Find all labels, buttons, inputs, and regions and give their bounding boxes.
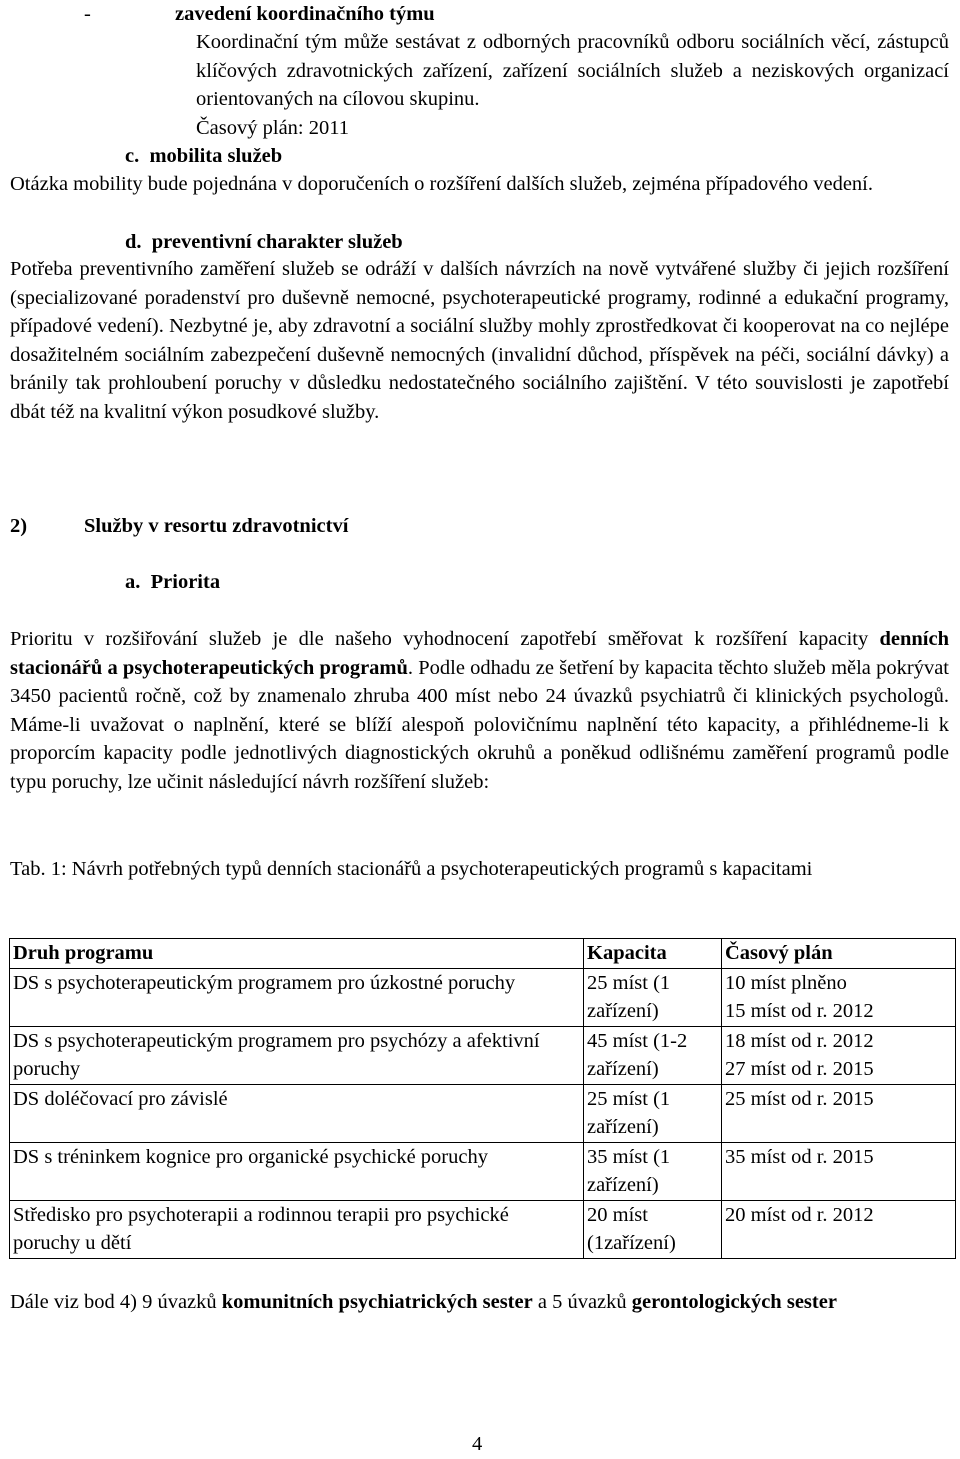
table-cell: 18 míst od r. 2012 27 míst od r. 2015 <box>722 1026 956 1084</box>
section-heading-preventive: d. preventivní charakter služeb <box>125 231 403 253</box>
table-cell: DS doléčovací pro závislé <box>10 1084 584 1142</box>
program-table <box>9 938 956 1259</box>
table-cell: 20 míst (1zařízení) <box>584 1200 722 1258</box>
table-row <box>10 1142 956 1200</box>
dash-bullet: - <box>84 3 91 25</box>
table-header-cell: Kapacita <box>584 939 722 969</box>
paragraph-nurses: Dále viz bod 4) 9 úvazků komunitních psychiatrických sester a 5 úvazků gerontologických sester <box>10 1291 837 1313</box>
chapter-heading: Služby v resortu zdravotnictví <box>84 515 349 537</box>
table-row <box>10 968 956 1026</box>
paragraph-preventive: Potřeba preventivního zaměření služeb se odráží v dalších návrzích na nově vytvářené služby či jejich rozšíření (specializované poradenství pro duševně nemocné, psychoterapeutické programy, rodinné a edukační programy, případové vedení). Nezbytné je, aby zdravotní a sociální služby mohly zprostředkovat či kooperovat na co nejlépe dosažitelném sociálním zabezpečení duševně nemocných (invalidní důchod, příspěvek na péči, sociální dávky) a bránily tak prohloubení poruchy v důsledku nedostatečného sociálního zajištění. V této souvislosti je zapotřebí dbát též na kvalitní výkon posudkové služby. <box>10 258 949 423</box>
table-row <box>10 1026 956 1084</box>
table-row <box>10 1200 956 1258</box>
paragraph-mobility: Otázka mobility bude pojednána v doporučeních o rozšíření dalších služeb, zejména případového vedení. <box>10 173 873 195</box>
table-cell: DS s psychoterapeutickým programem pro psychózy a afektivní poruchy <box>10 1026 584 1084</box>
table-cell: 25 míst (1 zařízení) <box>584 968 722 1026</box>
table-cell: Středisko pro psychoterapii a rodinnou terapii pro psychické poruchy u dětí <box>10 1200 584 1258</box>
table-cell: 10 míst plněno 15 míst od r. 2012 <box>722 968 956 1026</box>
table-cell: DS s psychoterapeutickým programem pro úzkostné poruchy <box>10 968 584 1026</box>
table-header-cell: Časový plán <box>722 939 956 969</box>
table-cell: 20 míst od r. 2012 <box>722 1200 956 1258</box>
table-cell: 35 míst od r. 2015 <box>722 1142 956 1200</box>
table-caption: Tab. 1: Návrh potřebných typů denních stacionářů a psychoterapeutických programů s kapacitami <box>10 858 813 880</box>
paragraph-coordination: Koordinační tým může sestávat z odborných pracovníků odboru sociálních věcí, zástupců klíčových zdravotnických zařízení, zařízení sociálních služeb a neziskových organizací orientovaných na cílovou skupinu. <box>196 31 949 110</box>
schedule-line: Časový plán: 2011 <box>196 117 349 139</box>
table-cell: 35 míst (1 zařízení) <box>584 1142 722 1200</box>
table-header-cell: Druh programu <box>10 939 584 969</box>
page-number: 4 <box>472 1433 483 1455</box>
table-cell: 45 míst (1-2 zařízení) <box>584 1026 722 1084</box>
paragraph-priority: Prioritu v rozšiřování služeb je dle našeho vyhodnocení zapotřebí směřovat k rozšíření kapacity denních stacionářů a psychoterapeutických programů. Podle odhadu ze šetření by kapacita těchto služeb měla pokrývat 3450 pacientů ročně, což by znamenalo zhruba 400 míst nebo 24 úvazků psychiatrů či klinických psychologů. Máme-li uvažovat o naplnění, které se blíží alespoň polovičnímu naplnění této kapacity, a přihlédneme-li k proporcím kapacity podle jednotlivých diagnostických okruhů a poněkud odlišnému zaměření programů podle typu poruchy, lze učinit následující návrh rozšíření služeb: <box>10 628 949 793</box>
subsection-heading-priority: a. Priorita <box>125 571 221 593</box>
table-cell: 25 míst od r. 2015 <box>722 1084 956 1142</box>
chapter-number: 2) <box>10 515 28 537</box>
table-header-row <box>10 939 956 969</box>
table-row <box>10 1084 956 1142</box>
section-heading-mobility: c. mobilita služeb <box>125 145 283 167</box>
section-heading-coordination: zavedení koordinačního týmu <box>175 3 435 25</box>
table-cell: 25 míst (1 zařízení) <box>584 1084 722 1142</box>
table-cell: DS s tréninkem kognice pro organické psychické poruchy <box>10 1142 584 1200</box>
